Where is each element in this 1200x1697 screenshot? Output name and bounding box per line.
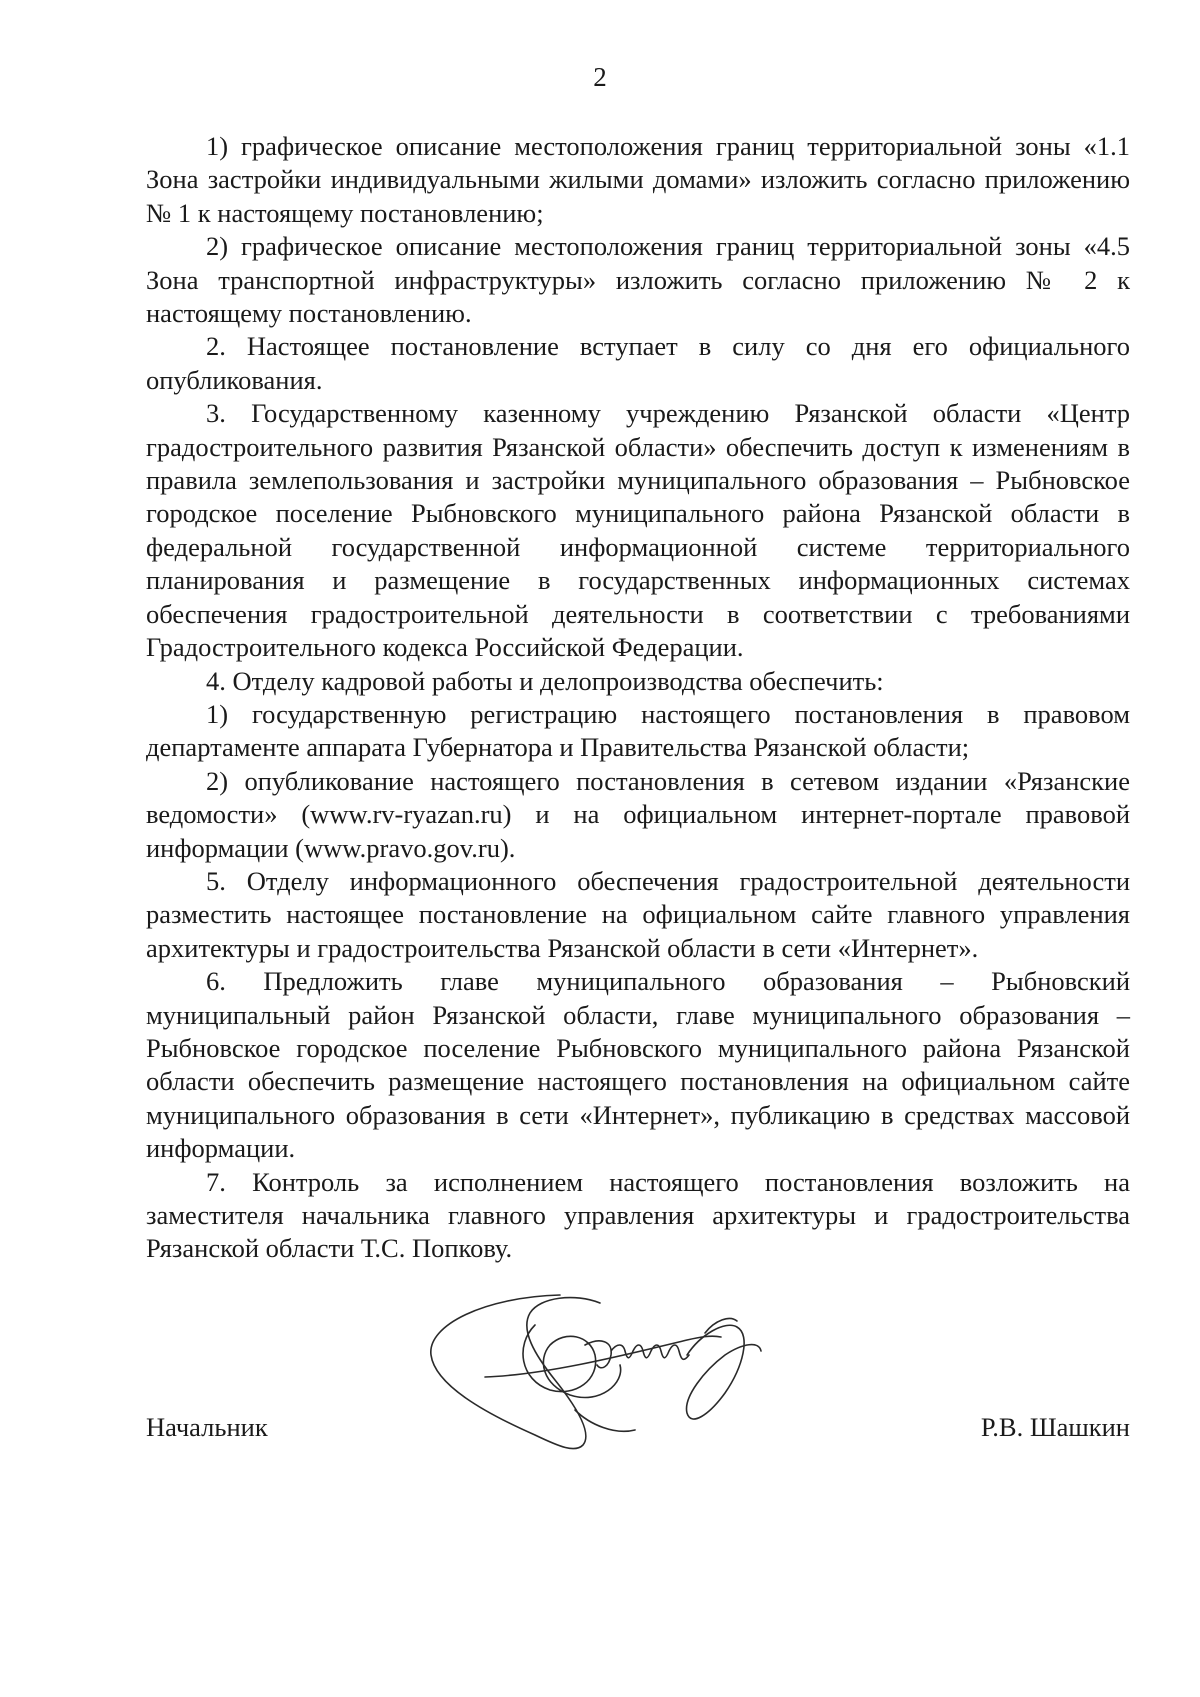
signature-block [146,1410,1130,1450]
paragraph-item-1-1: 1) графическое описание местоположения границ территориальной зоны «1.1 Зона застройки индивидуальными жилыми домами» изложить согласно приложению № 1 к настоящему постановлению; [146,131,1130,228]
paragraph-3: 3. Государственному казенному учреждению Рязанской области «Центр градостроительного развития Рязанской области» обеспечить доступ к изменениям в правила землепользования и застройки муниципального образования – Рыбновское городское поселение Рыбновского муниципального района Рязанской области в федеральной государственной информационной системе территориального планирования и размещение в государственных информационных системах обеспечения градостроительной деятельности в соответствии с требованиями Градостроительного кодекса Российской Федерации. [146,398,1130,663]
paragraph-item-4-2: 2) опубликование настоящего постановления в сетевом издании «Рязанские ведомости» (www.rv-ryazan.ru) и на официальном интернет-портале правовой информации (www.pravo.gov.ru). [146,765,1130,863]
signatory-title: Начальник [146,1412,268,1442]
paragraph-item-1-2: 2) графическое описание местоположения границ территориальной зоны «4.5 Зона транспортной инфраструктуры» изложить согласно приложению № 2 к настоящему постановлению. [146,231,1130,329]
paragraph-7: 7. Контроль за исполнением настоящего постановления возложить на заместителя начальника главного управления архитектуры и градостроительства Рязанской области Т.С. Попкову. [146,1166,1130,1264]
paragraph-6: 6. Предложить главе муниципального образования – Рыбновский муниципальный район Рязанской области, главе муниципального образования – Рыбновское городское поселение Рыбновского муниципального района Рязанской области обеспечить размещение настоящего постановления на официальном сайте муниципального образования в сети «Интернет», публикацию в средствах массовой информации. [146,966,1130,1164]
paragraph-5: 5. Отделу информационного обеспечения градостроительной деятельности разместить настоящее постановление на официальном сайте главного управления архитектуры и градостроительства Рязанской области в сети «Интернет». [146,865,1130,963]
paragraph-2: 2. Настоящее постановление вступает в силу со дня его официального опубликования. [146,331,1130,395]
paragraph-item-4-1: 1) государственную регистрацию настоящего постановления в правовом департаменте аппарата Губернатора и Правительства Рязанской области; [146,698,1130,763]
paragraph-4: 4. Отделу кадровой работы и делопроизводства обеспечить: [206,665,884,696]
document-body [146,130,1130,1266]
signatory-name: Р.В. Шашкин [980,1412,1130,1442]
page-number: 2 [593,62,607,92]
